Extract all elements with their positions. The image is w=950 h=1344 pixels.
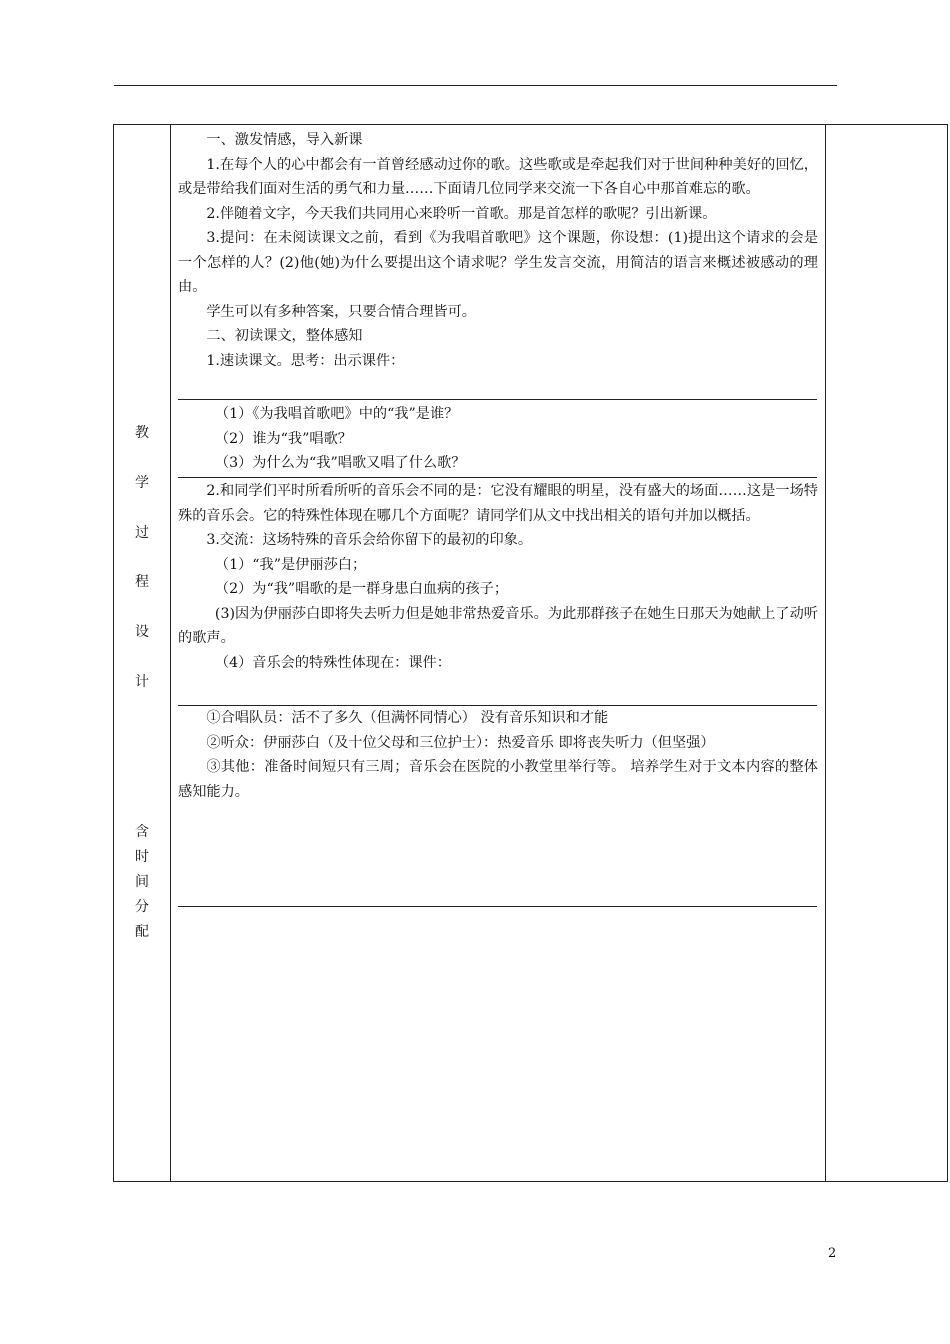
side-label-char: 学 xyxy=(135,475,149,491)
header-rule xyxy=(114,85,837,86)
courseware-item: ①合唱队员：活不了多久（但满怀同情心） 没有音乐知识和才能 xyxy=(206,710,609,726)
paragraph: 1.在每个人的心中都会有一首曾经感动过你的歌。这些歌或是牵起我们对于世间种种美好的回忆，或是带给我们面对生活的勇气和力量……下面请几位同学来交流一下各自心中那首难忘的歌。 xyxy=(178,156,818,197)
paragraph: 2.和同学们平时所看所听的音乐会不同的是：它没有耀眼的明星，没有盛大的场面……这是一场特殊的音乐会。它的特殊性体现在哪几个方面呢？请同学们从文中找出相关的语句并加以概括。 xyxy=(178,483,818,524)
courseware-item: ②听众：伊丽莎白（及十位父母和三位护士）：热爱音乐 即将丧失听力（但坚强） xyxy=(206,734,715,751)
heading-stimulate-emotion: 一、激发情感，导入新课 xyxy=(206,132,363,148)
table-right-border xyxy=(947,124,948,1182)
side-label-time-char: 间 xyxy=(135,874,149,890)
side-label-time-char: 含 xyxy=(135,824,149,840)
side-label-char: 程 xyxy=(135,574,149,590)
side-label-char: 设 xyxy=(135,624,149,640)
column-divider-left xyxy=(170,124,171,1182)
notes-column-top-border xyxy=(825,124,947,125)
question-item: （2）谁为“我”唱歌？ xyxy=(214,430,352,447)
paragraph: 3.交流：这场特殊的音乐会给你留下的最初的印象。 xyxy=(206,532,533,548)
section-separator xyxy=(178,399,817,400)
side-label-char: 计 xyxy=(135,674,149,690)
paragraph: 1.速读课文。思考：出示课件： xyxy=(206,352,405,369)
question-item: （1）《为我唱首歌吧》中的“我”是谁？ xyxy=(214,406,459,422)
courseware-item: ③其他：准备时间短只有三周；音乐会在医院的小教堂里举行等。 培养学生对于文本内容的整体感知能力。 xyxy=(178,759,818,800)
section-questions xyxy=(178,402,818,476)
column-divider-right xyxy=(825,124,826,1182)
paragraph: 2.伴随着文字，今天我们共同用心来聆听一首歌。那是首怎样的歌呢？引出新课。 xyxy=(206,205,717,222)
answer-item: （4）音乐会的特殊性体现在：课件： xyxy=(214,654,451,671)
section-separator xyxy=(178,906,817,907)
side-label-char: 过 xyxy=(135,525,149,541)
page-number: 2 xyxy=(828,1246,837,1261)
question-item: （3）为什么为“我”唱歌又唱了什么歌？ xyxy=(214,455,466,471)
section-intro xyxy=(178,128,818,373)
side-label-time-char: 时 xyxy=(135,849,149,865)
paragraph: 3.提问：在未阅读课文之前，看到《为我唱首歌吧》这个课题，你设想：(1)提出这个请求的会是一个怎样的人？(2)他(她)为什么要提出这个请求呢？学生发言交流，用简洁的语言来概述被感动的理由。 xyxy=(178,230,818,295)
section-analysis xyxy=(178,479,818,675)
answer-item: (3)因为伊丽莎白即将失去听力但是她非常热爱音乐。为此那群孩子在她生日那天为她献上了动听的歌声。 xyxy=(178,605,818,646)
side-label-char: 教 xyxy=(135,425,149,441)
answer-item: （1）“我”是伊丽莎白； xyxy=(214,556,367,573)
heading-first-reading: 二、初读课文，整体感知 xyxy=(206,328,363,344)
side-label-time-char: 分 xyxy=(135,899,149,915)
section-courseware xyxy=(178,706,818,804)
section-separator xyxy=(178,477,817,478)
notes-column-bottom-border xyxy=(825,1181,947,1182)
side-label-time-char: 配 xyxy=(135,924,149,940)
answer-item: （2）为“我”唱歌的是一群身患白血病的孩子； xyxy=(214,581,509,597)
paragraph: 学生可以有多种答案，只要合情合理皆可。 xyxy=(206,303,476,320)
